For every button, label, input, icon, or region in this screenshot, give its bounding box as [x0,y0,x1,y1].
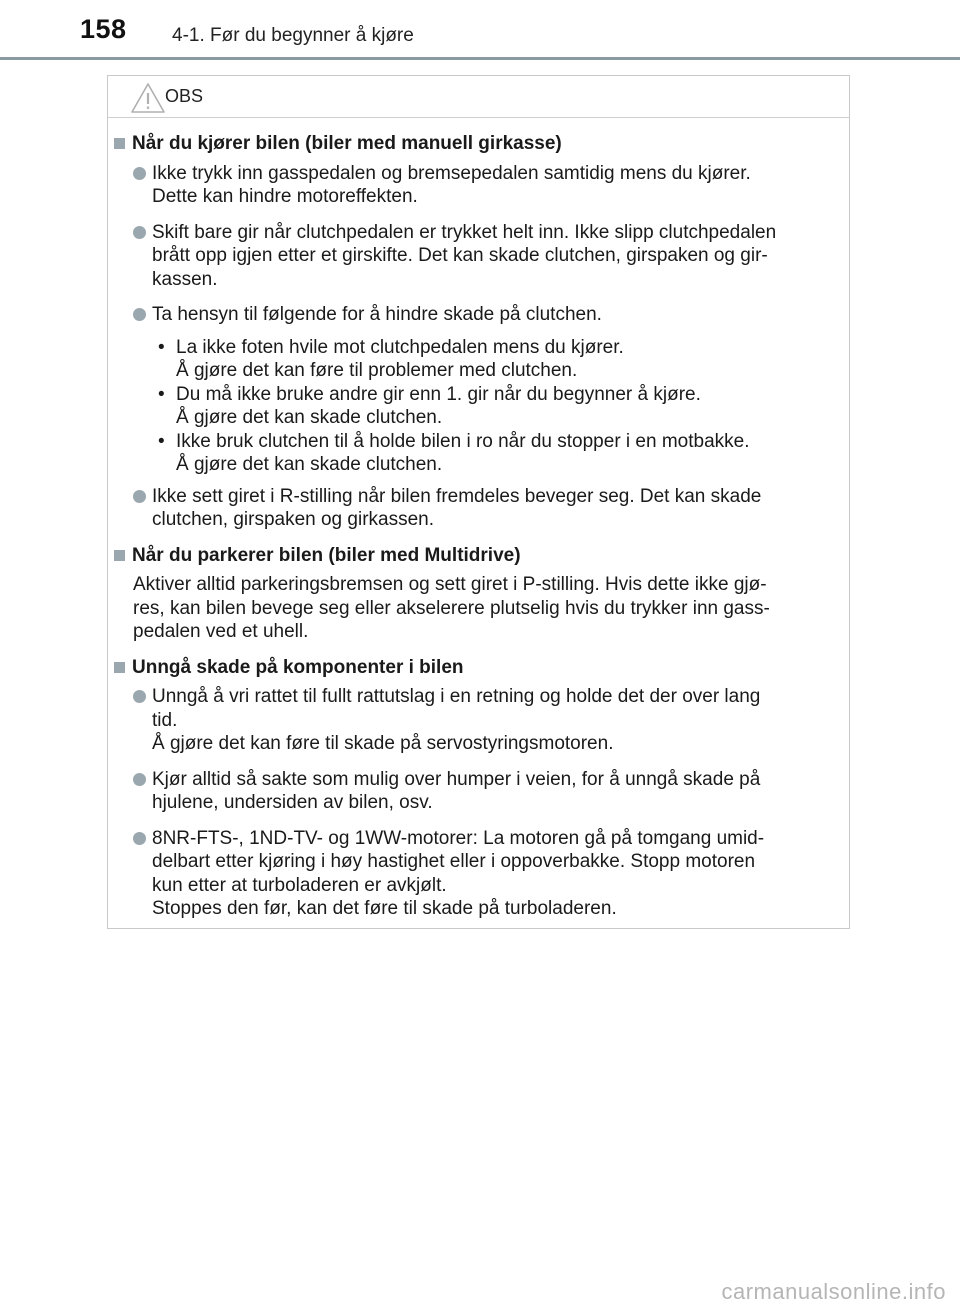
heading-text: Unngå skade på komponenter i bilen [132,656,464,678]
dot-bullet-icon: • [158,336,165,358]
item-text-line: Å gjøre det kan føre til skade på servostyringsmotoren. [152,733,614,754]
paragraph-line: Aktiver alltid parkeringsbremsen og sett giret i P-stilling. Hvis dette ikke gjø- [133,574,767,595]
item-text-line: Skift bare gir når clutchpedalen er trykket helt inn. Ikke slipp clutchpedalen [152,221,777,243]
sub-item-text-line: Å gjøre det kan føre til problemer med clutchen. [176,360,578,381]
square-bullet-icon [114,550,125,561]
paragraph-line: res, kan bilen bevege seg eller akselerere plutselig hvis du trykker inn gass- [133,597,770,619]
round-bullet-icon [133,690,146,703]
page-header [0,0,960,60]
round-bullet-icon [133,773,146,786]
sub-item-text-line: Du må ikke bruke andre gir enn 1. gir når du begynner å kjøre. [176,383,701,405]
item-text-line: Dette kan hindre motoreffekten. [152,186,418,207]
item-text-line: clutchen, girspaken og girkassen. [152,509,434,530]
item-text-line: Ikke trykk inn gasspedalen og bremsepedalen samtidig mens du kjører. [152,162,751,184]
item-text-line: Ikke sett giret i R-stilling når bilen fremdeles beveger seg. Det kan skade [152,485,762,507]
item-text-line: Stoppes den før, kan det føre til skade på turboladeren. [152,898,617,919]
square-bullet-icon [114,138,125,149]
warning-triangle-icon [130,82,166,114]
square-bullet-icon [114,662,125,673]
item-text-line: Ta hensyn til følgende for å hindre skade på clutchen. [152,304,602,325]
sub-list-item [158,430,841,477]
heading-text: Når du parkerer bilen (biler med Multidrive) [132,544,521,566]
item-text-line: brått opp igjen etter et girskifte. Det kan skade clutchen, girspaken og gir- [152,245,768,266]
item-text-line: delbart etter kjøring i høy hastighet eller i oppoverbakke. Stopp motoren [152,851,756,872]
item-text-line: tid. [152,709,178,731]
notice-content [108,117,849,933]
round-bullet-icon [133,832,146,845]
sub-item-text-line: Å gjøre det kan skade clutchen. [176,407,443,428]
sub-list [158,336,841,477]
list-item [133,827,841,921]
list-item [133,685,841,756]
header-divider [0,57,960,60]
notice-label: OBS [165,86,204,106]
sub-list-item [158,383,841,430]
list-item [133,221,841,292]
round-bullet-icon [133,167,146,180]
item-text-line: Kjør alltid så sakte som mulig over humper i veien, for å unngå skade på [152,768,761,790]
section-title: 4-1. Før du begynner å kjøre [172,25,414,46]
sub-item-text-line: Ikke bruk clutchen til å holde bilen i ro når du stopper i en motbakke. [176,430,750,452]
item-text-line: hjulene, undersiden av bilen, osv. [152,792,433,813]
round-bullet-icon [133,308,146,321]
paragraph-line: pedalen ved et uhell. [133,621,309,642]
page-number: 158 [80,14,127,44]
section-heading [114,544,841,568]
list-item [133,485,841,532]
item-text-line: Unngå å vri rattet til fullt rattutslag i en retning og holde det der over lang [152,686,761,707]
dot-bullet-icon: • [158,430,165,452]
round-bullet-icon [133,226,146,239]
sub-list-item [158,336,841,383]
heading-text: Når du kjører bilen (biler med manuell girkasse) [132,133,562,154]
list-item [133,768,841,815]
notice-box [107,75,850,929]
list-item [133,162,841,209]
item-text-line: 8NR-FTS-, 1ND-TV- og 1WW-motorer: La motoren gå på tomgang umid- [152,827,765,849]
list-item [133,303,841,327]
section-heading [114,656,841,680]
watermark: carmanualsonline.info [721,1279,946,1304]
sub-item-text-line: Å gjøre det kan skade clutchen. [176,454,443,475]
sub-item-text-line: La ikke foten hvile mot clutchpedalen mens du kjører. [176,336,624,358]
round-bullet-icon [133,490,146,503]
section-paragraph [133,573,841,644]
notice-header [108,76,849,118]
section-heading [114,132,841,156]
item-text-line: kun etter at turboladeren er avkjølt. [152,874,447,896]
dot-bullet-icon: • [158,383,165,405]
item-text-line: kassen. [152,268,218,290]
